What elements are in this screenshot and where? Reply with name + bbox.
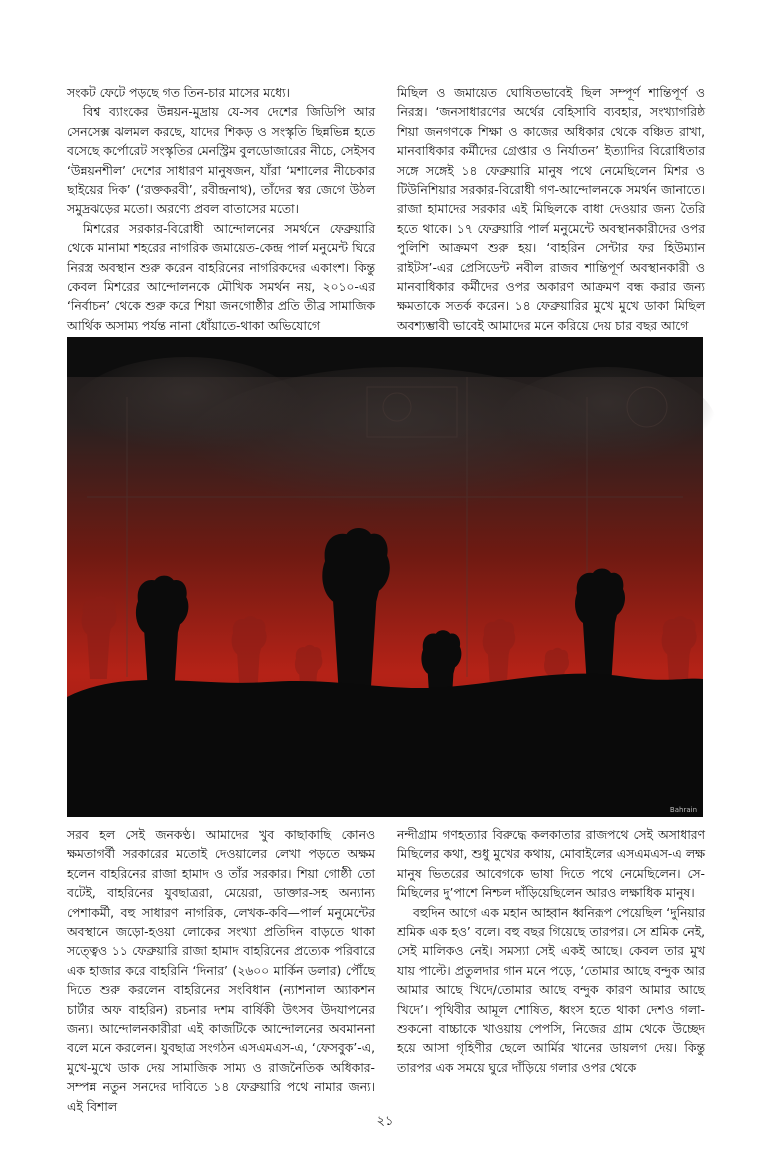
paragraph: সংকট ফেটে পড়ছে গত তিন-চার মাসের মধ্যে। (67, 86, 290, 100)
paragraph: বিশ্ব ব্যাংকের উন্নয়ন-মুদ্রায় যে-সব দেশের জিডিপি আর সেনসেক্স ঝলমল করছে, যাদের শিকড় ও সংস্কৃতি ছিন্নভিন্ন হতে বসেছে কর্পোরেট সংস্কৃতির মেনস্ট্রিম বুলডোজারের নীচে, সেইসব ‘উন্নয়নশীল’ দেশের সাধারণ মানুষজন, যাঁরা ‘মশালের নীচেকার ছাইয়ের দিক’ (‘রক্তকরবী’, রবীন্দ্রনাথ), তাঁদের স্বর জেগে উঠল সমুদ্রঝড়ের মতো। অরণ্যে প্রবল বাতাসের মতো। (67, 105, 375, 217)
artist-signature: Bahrain (669, 806, 697, 814)
text-column-top-right (397, 84, 705, 333)
paragraph: মিশরের সরকার-বিরোধী আন্দোলনের সমর্থনে ফেব্রুয়ারি থেকে মানামা শহরের নাগরিক জমায়েত-কেন্দ্র পার্ল মনুমেন্ট ঘিরে নিরস্ত্র অবস্থান শুরু করেন বাহরিনের নাগরিকদের একাংশ। কিন্তু কেবল মিশরের আন্দোলনকে মৌখিক সমর্থন নয়, ২০১০-এর ‘নির্বাচন’ থেকে শুরু করে শিয়া জনগোষ্ঠীর প্রতি তীব্র সামাজিক আর্থিক অসাম্য পর্যন্ত নানা ধোঁয়াতে-থাকা অভিযোগে (67, 221, 375, 333)
paragraph: বহুদিন আগে এক মহান আহ্বান ধ্বনিরূপ পেয়েছিল ‘দুনিয়ার শ্রমিক এক হও’ বলে। বহু বছর গিয়েছে তারপর। সে শ্রমিক নেই, সেই মালিকও নেই। সমস্যা সেই একই আছে। কেবল তার মুখ যায় পাল্টে। প্রতুলদার গান মনে পড়ে, ‘তোমার আছে বন্দুক আর আমার আছে খিদে/তোমার আছে বন্দুক কারণ আমার আছে খিদে’। পৃথিবীর আমূল শোষিত, ধ্বংস হতে থাকা দেশও গলা-শুকনো বাচ্চাকে খাওয়ায় পেপসি, নিজের গ্রাম থেকে উচ্ছেদ হয়ে আসা গৃহিণীর ছেলে আর্মির খানের ডায়লগ দেয়। কিন্তু তারপর এক সময়ে ঘুরে দাঁড়িয়ে গলার ওপর থেকে (397, 905, 705, 1075)
page-number: ২১ (376, 1114, 394, 1129)
paragraph: সরব হল সেই জনকণ্ঠ। আমাদের খুব কাছাকাছি কোনও ক্ষমতাগর্বী সরকারের মতোই দেওয়ালের লেখা পড়তে অক্ষম হলেন বাহরিনের রাজা হামাদ ও তাঁর সরকার। শিয়া গোষ্ঠী তো বটেই, বাহরিনের যুবছাত্ররা, মেয়েরা, ডাক্তার-সহ অন্যান্য পেশাকর্মী, বহু সাধারণ নাগরিক, লেখক-কবি—পার্ল মনুমেন্টের অবস্থানে জড়ো-হওয়া লোকের সংখ্যা প্রতিদিন বাড়তে থাকা সত্ত্বেও ১১ ফেব্রুয়ারি রাজা হামাদ বাহরিনের প্রত্যেক পরিবারে এক হাজার করে বাহরিনি ‘দিনার’ (২৬০০ মার্কিন ডলার) পৌঁছে দিতে শুরু করলেন বাহরিনের সংবিধান (ন্যাশনাল অ্যাকশন চার্টার অফ বাহরিন) রচনার দশম বার্ষিকী উৎসব উদযাপনের জন্য। আন্দোলনকারীরা এই কাজটিকে আন্দোলনের অবমাননা বলে মনে করলেন। যুবছাত্র সংগঠন এসএমএস-এ, ‘ফেসবুক’-এ, মুখে-মুখে ডাক দেয় সামাজিক সাম্য ও রাজনৈতিক অধিকার-সম্পন্ন নতুন সনদের দাবিতে ১৪ ফেব্রুয়ারি পথে নামার জন্য। এই বিশাল (67, 828, 375, 1114)
raised-fists-artwork (67, 337, 703, 817)
paragraph: নন্দীগ্রাম গণহত্যার বিরুদ্ধে কলকাতার রাজপথে সেই অসাধারণ মিছিলের কথা, শুধু মুখের কথায়, মোবাইলের এসএমএস-এ লক্ষ মানুষ ভিতরের আবেগকে ভাষা দিতে পথে নেমেছিলেন। সে-মিছিলের দু’পাশে নিশ্চল দাঁড়িয়েছিলেন আরও লক্ষাধিক মানুষ। (397, 828, 705, 901)
text-column-top-left (67, 84, 375, 333)
paragraph: মিছিল ও জমায়েত ঘোষিতভাবেই ছিল সম্পূর্ণ শান্তিপূর্ণ ও নিরস্ত্র। ‘জনসাধারণের অর্থের বেহিসাবি ব্যবহার, সংখ্যাগরিষ্ঠ শিয়া জনগণকে শিক্ষা ও কাজের অধিকার থেকে বঞ্চিত রাখা, মানবাধিকার কর্মীদের গ্রেপ্তার ও নির্যাতন’ ইত্যাদির বিরোধিতার সঙ্গে সঙ্গেই ১৪ ফেব্রুয়ারি মানুষ পথে নেমেছিলেন মিশর ও টিউনিশিয়ার সরকার-বিরোধী গণ-আন্দোলনকে সমর্থন জানাতে। রাজা হামাদের সরকার এই মিছিলকে বাধা দেওয়ার জন্য তৈরি হতে থাকে। ১৭ ফেব্রুয়ারি পার্ল মনুমেন্টে অবস্থানকারীদের ওপর পুলিশি আক্রমণ শুরু হয়। ‘বাহরিন সেন্টার ফর হিউম্যান রাইটস’-এর প্রেসিডেন্ট নবীল রাজব শান্তিপূর্ণ অবস্থানকারী ও মানবাধিকার কর্মীদের ওপর অকারণ আক্রমণ বন্ধ করার জন্য ক্ষমতাকে সতর্ক করেন। ১৪ ফেব্রুয়ারির মুখে মুখে ডাকা মিছিল অবশ্যম্ভাবী ভাবেই আমাদের মনে করিয়ে দেয় চার বছর আগে (397, 86, 705, 333)
protest-fists-illustration (67, 337, 703, 817)
text-column-bottom-right (397, 826, 705, 1096)
text-column-bottom-left (67, 826, 375, 1114)
